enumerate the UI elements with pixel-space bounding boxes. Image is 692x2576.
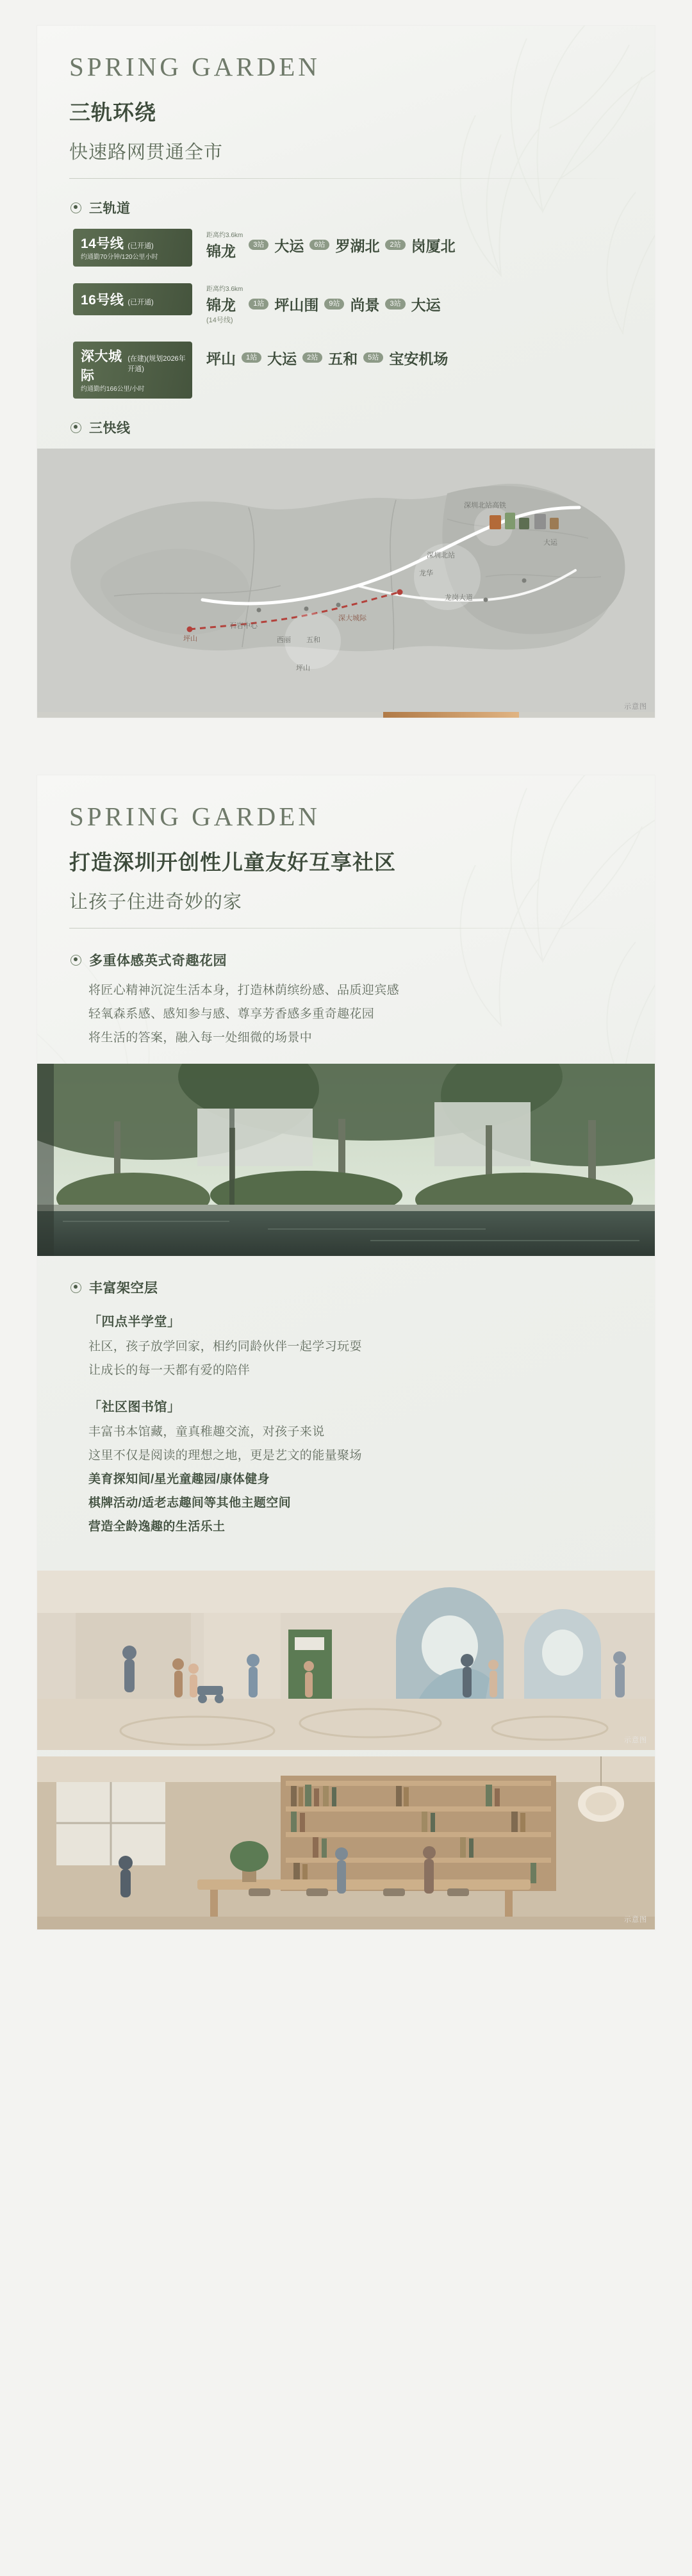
svg-text:坪山: 坪山	[183, 635, 197, 643]
garden-photo-svg	[37, 1064, 655, 1256]
line-name: 深大城际	[81, 349, 122, 383]
line-status: (在建)(规划2026年开通)	[128, 355, 186, 373]
brand-wordmark: SPRING GARDEN	[69, 52, 320, 81]
line-chip	[73, 342, 192, 399]
bullet-dot-icon	[70, 955, 81, 966]
line-chip	[73, 283, 192, 315]
hop-count: 3站	[249, 240, 268, 250]
regional-map-image	[37, 449, 655, 718]
metro-row	[73, 229, 625, 267]
facility-line-2: 棋牌活动/适老志趣间等其他主题空间	[88, 1496, 292, 1510]
garden-paragraph-1: 将匠心精神沉淀生活本身，打造林荫缤纷感、品质迎宾感	[88, 984, 400, 997]
stop	[206, 283, 243, 325]
library-photo	[37, 1756, 655, 1929]
hop	[324, 299, 344, 309]
stop	[206, 229, 243, 261]
stop-label: 坪山	[206, 350, 236, 367]
stop-label: 五和	[328, 350, 358, 367]
card-gap	[0, 718, 692, 775]
svg-text:坪山: 坪山	[296, 665, 310, 672]
card-community	[37, 775, 655, 1929]
section-garden	[70, 950, 625, 970]
stop-label: 坪山围	[274, 297, 319, 313]
map-svg	[37, 449, 655, 718]
stop	[274, 235, 304, 256]
podium-paragraph-2: 让成长的每一天都有爱的陪伴	[88, 1364, 251, 1378]
stop-sequence	[192, 229, 625, 261]
stop-tag: 距离约3.6km	[206, 286, 243, 293]
stop-label: 尚景	[350, 297, 380, 313]
stop	[350, 293, 379, 315]
card-transport	[37, 26, 655, 718]
section-express	[70, 418, 625, 437]
stop	[206, 347, 236, 368]
line-note: 约通勤70分钟/120公里小时	[81, 254, 158, 261]
hop	[302, 352, 322, 363]
hop	[249, 240, 268, 250]
metro-row	[73, 283, 625, 325]
stop-label: 锦龙	[206, 297, 236, 313]
stop-sequence	[192, 342, 625, 374]
bullet-dot-icon	[70, 1282, 81, 1293]
hop	[385, 299, 405, 309]
facility-line-1: 美育探知间/星光童趣园/康体健身	[88, 1473, 270, 1487]
svg-text:石岩中心: 石岩中心	[229, 622, 258, 630]
stop-label: 宝安机场	[389, 350, 449, 367]
svg-text:大运: 大运	[543, 539, 557, 547]
facility-line-3: 营造全龄逸趣的生活乐土	[88, 1520, 226, 1534]
stop-label: 大运	[411, 297, 441, 313]
line-note: 约通勤约166公里/小时	[81, 386, 145, 393]
hop-count: 1站	[242, 352, 261, 363]
stop	[411, 235, 456, 256]
stop-sequence	[192, 283, 625, 325]
map-disclaimer: 示意图	[624, 703, 647, 711]
section-metro-label: 三轨道	[89, 201, 131, 216]
stop	[335, 235, 379, 256]
svg-text:龙华: 龙华	[419, 570, 433, 577]
svg-text:深圳北站: 深圳北站	[427, 552, 455, 559]
podium-paragraph-1: 社区，孩子放学回家，相约同龄伙伴一起学习玩耍	[88, 1340, 362, 1354]
page-tail	[0, 1929, 692, 1955]
svg-text:龙岗大道: 龙岗大道	[445, 594, 473, 602]
photo-credit: 示意图	[624, 1737, 647, 1745]
hop-count: 2站	[302, 352, 322, 363]
card1-title: 三轨环绕	[69, 101, 156, 124]
hop-count: 9站	[324, 299, 344, 309]
playroom-photo	[37, 1571, 655, 1750]
section-metro	[70, 198, 625, 217]
stop-sub: (14号线)	[206, 317, 233, 324]
stop	[389, 347, 448, 368]
hop-count: 6站	[309, 240, 329, 250]
bullet-dot-icon	[70, 422, 81, 433]
stop-label: 锦龙	[206, 242, 236, 260]
hop	[363, 352, 383, 363]
stop	[411, 293, 441, 315]
section-podium-label: 丰富架空层	[89, 1281, 158, 1296]
library-photo-svg	[37, 1756, 655, 1929]
line-chip	[73, 229, 192, 267]
svg-text:五和: 五和	[306, 636, 320, 644]
section-podium	[70, 1278, 625, 1297]
stop-label: 罗湖北	[335, 237, 380, 254]
stop-tag: 距离约3.6km	[206, 231, 243, 239]
section-express-label: 三快线	[89, 421, 131, 436]
playroom-photo-svg	[37, 1571, 655, 1750]
stop	[328, 347, 358, 368]
hop-count: 2站	[385, 240, 405, 250]
section-garden-label: 多重体感英式奇趣花园	[89, 954, 227, 968]
bullet-dot-icon	[70, 202, 81, 213]
quote-heading-1: 「四点半学堂」	[88, 1315, 181, 1330]
divider	[69, 928, 623, 929]
stop-label: 大运	[267, 350, 297, 367]
svg-text:西丽: 西丽	[277, 636, 291, 644]
line-status: (已开通)	[128, 242, 154, 250]
stop-label: 大运	[274, 237, 304, 254]
metro-row	[73, 342, 625, 399]
line-status: (已开通)	[128, 298, 154, 306]
photo-credit: 示意图	[624, 1916, 647, 1924]
metro-line-list	[73, 229, 625, 399]
hop	[385, 240, 405, 250]
stop	[267, 347, 297, 368]
line-name: 16号线	[81, 292, 124, 308]
card1-subtitle: 快速路网贯通全市	[69, 142, 224, 163]
hop-count: 3站	[385, 299, 405, 309]
hop	[249, 299, 268, 309]
line-name: 14号线	[81, 236, 124, 251]
hop	[242, 352, 261, 363]
podium-paragraph-3: 丰富书本馆藏，童真稚趣交流，对孩子来说	[88, 1425, 325, 1439]
spacer	[67, 1539, 625, 1555]
hop	[309, 240, 329, 250]
progress-bar-fill	[383, 712, 519, 718]
stop	[274, 293, 318, 315]
svg-text:深大城际: 深大城际	[338, 615, 367, 622]
card2-subtitle: 让孩子住进奇妙的家	[69, 892, 243, 912]
svg-text:深圳北站高铁: 深圳北站高铁	[464, 502, 506, 509]
brochure-page	[0, 26, 692, 1955]
divider	[69, 178, 623, 179]
quote-heading-2: 「社区图书馆」	[88, 1400, 181, 1415]
garden-paragraph-3: 将生活的答案，融入每一处细微的场景中	[88, 1031, 313, 1045]
progress-bar[interactable]	[37, 712, 655, 718]
card2-title: 打造深圳开创性儿童友好互享社区	[69, 850, 396, 874]
podium-paragraph-4: 这里不仅是阅读的理想之地，更是艺文的能量聚场	[88, 1449, 362, 1463]
garden-photo	[37, 1064, 655, 1256]
stop-label: 岗厦北	[411, 237, 456, 254]
hop-count: 5站	[363, 352, 383, 363]
garden-paragraph-2: 轻氧森系感、感知参与感、尊享芳香感多重奇趣花园	[88, 1007, 375, 1021]
brand-wordmark: SPRING GARDEN	[69, 802, 320, 831]
hop-count: 1站	[249, 299, 268, 309]
